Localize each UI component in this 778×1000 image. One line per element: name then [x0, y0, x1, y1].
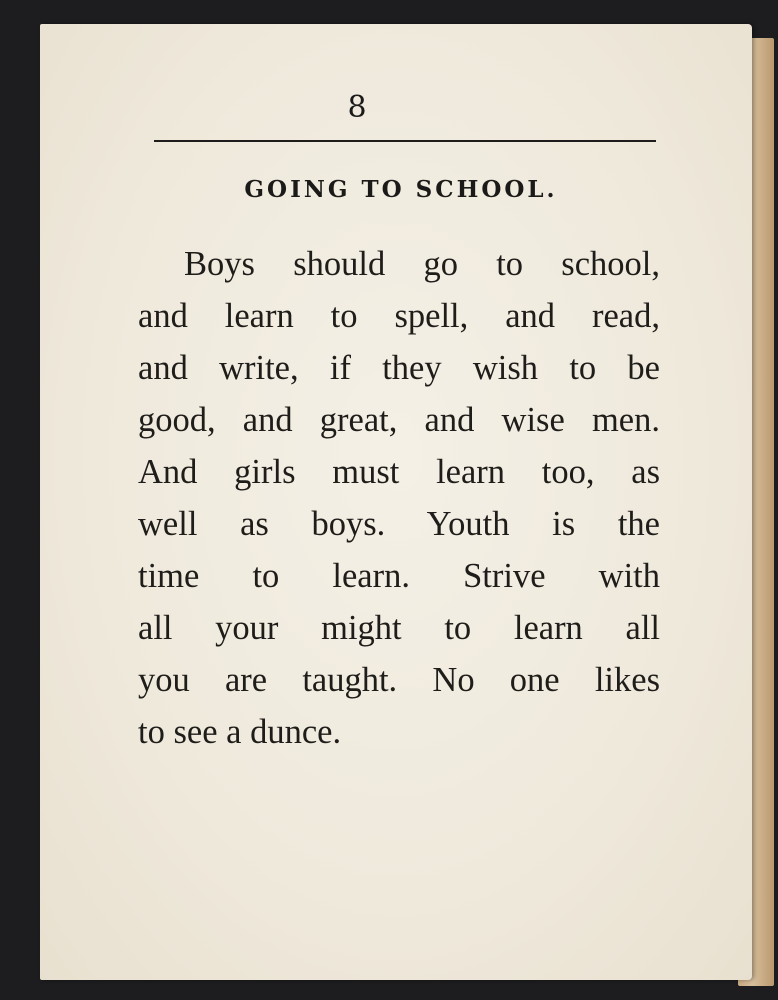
text-line: and write, if they wish to be: [138, 349, 660, 387]
text-line: you are taught. No one likes: [138, 661, 660, 699]
text-line: well as boys. Youth is the: [138, 505, 660, 543]
page-number: 8: [347, 90, 367, 125]
text-line: Boys should go to school,: [184, 245, 660, 283]
text-line: time to learn. Strive with: [138, 557, 660, 595]
book-page: [40, 24, 752, 980]
text-line: all your might to learn all: [138, 609, 660, 647]
header-rule: [154, 140, 656, 142]
body-paragraph: [138, 238, 660, 758]
text-line: good, and great, and wise men.: [138, 401, 660, 439]
chapter-heading: GOING TO SCHOOL.: [244, 176, 558, 203]
text-line: to see a dunce.: [138, 713, 342, 751]
text-line: And girls must learn too, as: [138, 453, 660, 491]
text-line: and learn to spell, and read,: [138, 297, 660, 335]
